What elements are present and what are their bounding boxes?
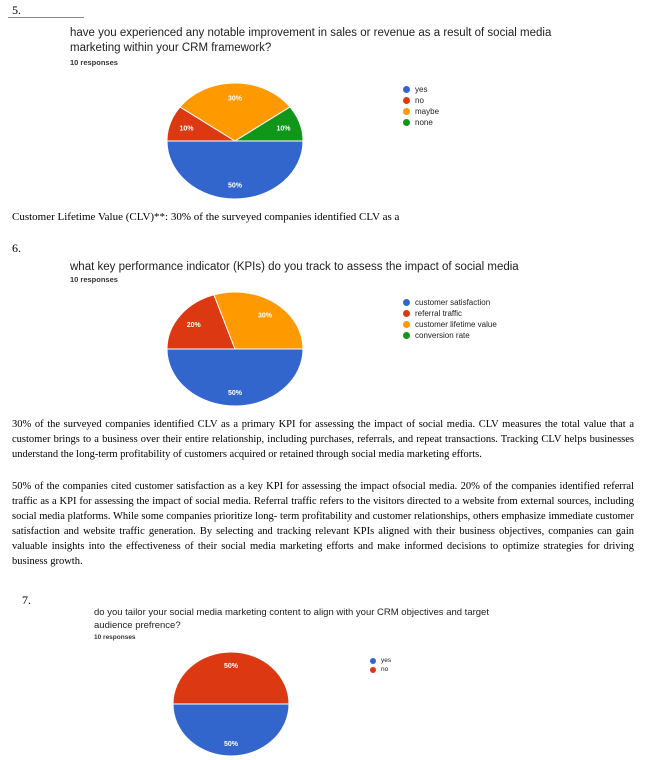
pie-chart-q5 [160, 80, 310, 202]
question-title-6: what key performance indicator (KPIs) do you track to assess the impact of social media [70, 261, 519, 273]
legend-label: no [415, 96, 424, 105]
legend-item-customer-lifetime-value [403, 319, 497, 330]
question-number-6: 6. [12, 241, 21, 255]
legend-label: conversion rate [415, 331, 470, 340]
pie-slice-label: 50% [223, 663, 239, 670]
pie-slice-label: 50% [227, 182, 243, 190]
legend-label: yes [415, 85, 428, 94]
legend-dot [403, 86, 410, 93]
legend-dot [370, 667, 376, 673]
legend-label: no [381, 666, 389, 673]
pie-slice-label: 50% [227, 389, 243, 397]
legend-q7 [370, 656, 391, 674]
legend-item-no [370, 665, 391, 674]
pie-chart-q6 [160, 286, 310, 408]
legend-dot [403, 119, 410, 126]
legend-label: referral traffic [415, 309, 462, 318]
pie-slice [167, 349, 303, 406]
pie-slice [167, 141, 303, 199]
pie-slice-label: 10% [276, 125, 291, 133]
legend-item-yes [370, 656, 391, 665]
legend-dot [403, 299, 410, 306]
legend-dot [370, 658, 376, 664]
pie-slices-q7 [173, 652, 289, 756]
legend-dot [403, 310, 410, 317]
question-title-5: have you experienced any notable improvement in sales or revenue as a result of social media marketing within your CRM framework? [70, 27, 552, 54]
legend-item-customer-satisfaction [403, 297, 497, 308]
legend-q6 [403, 297, 497, 341]
legend-item-no [403, 95, 439, 106]
question-title-7: do you tailor your social media marketing content to align with your CRM objectives and target audience prefrence? [94, 607, 489, 631]
legend-label: customer lifetime value [415, 320, 497, 329]
legend-label: maybe [415, 107, 440, 116]
paragraph-kpi: 50% of the companies cited customer satisfaction as a key KPI for assessing the impact ofsocial media. 20% of the companies identified referral traffic as a KPI for assessing the impact of social media. Referral traffic refers to the visitors directed to a website from external sources, including social media platforms. While some companies prioritize long- term profitability and customer relationships, others emphasize immediate customer satisfaction and website traffic generation. By selecting and tracking relevant KPIs aligned with their business objectives, companies can gain valuable insights into the effectiveness of their social media marketing efforts and make informed decisions to optimize strategies for driving business growth. [12, 481, 634, 567]
pie-slice [173, 652, 289, 704]
response-count-7: 10 responses [94, 634, 136, 641]
legend-dot [403, 108, 410, 115]
pie-slices-q5 [167, 83, 303, 199]
response-count-6: 10 responses [70, 275, 118, 284]
legend-item-yes [403, 84, 439, 95]
legend-label: none [415, 118, 433, 127]
pie-slice-label: 10% [179, 125, 194, 133]
question-number-7: 7. [22, 593, 31, 607]
legend-item-maybe [403, 106, 439, 117]
pie-slices-q6 [167, 292, 303, 406]
divider [8, 17, 84, 18]
legend-label: customer satisfaction [415, 298, 491, 307]
pie-slice [173, 704, 289, 756]
pie-slice-label: 20% [186, 321, 201, 329]
response-count-5: 10 responses [70, 58, 118, 67]
legend-label: yes [381, 657, 392, 664]
paragraph-clv: 30% of the surveyed companies identified CLV as a primary KPI for assessing the impact of social media. CLV measures the total value that a customer brings to a business over their entire relationship, including purchases, referrals, and repeat transactions. Tracking CLV helps businesses understand the long-term profitability of customers acquired or retained through social media marketing efforts. [12, 419, 634, 460]
legend-item-referral-traffic [403, 308, 497, 319]
pie-slice-label: 50% [223, 741, 239, 748]
question-number-5: 5. [12, 3, 21, 17]
pie-slice-label: 30% [257, 312, 272, 320]
clv-text: Customer Lifetime Value (CLV)**: 30% of the surveyed companies identified CLV as a [12, 211, 400, 223]
legend-item-conversion-rate [403, 330, 497, 341]
pie-slice-label: 30% [227, 95, 243, 103]
legend-dot [403, 332, 410, 339]
pie-chart-q7 [168, 649, 294, 760]
legend-q5 [403, 84, 439, 128]
legend-dot [403, 97, 410, 104]
legend-item-none [403, 117, 439, 128]
legend-dot [403, 321, 410, 328]
